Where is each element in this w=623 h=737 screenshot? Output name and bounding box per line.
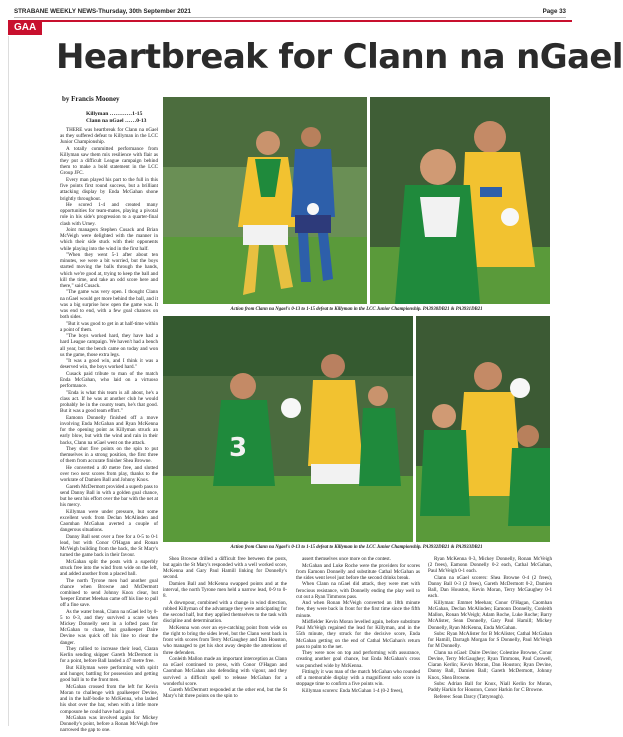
article-paragraph: Danny Ball sent over a free for a 0-5 to 0-1 lead, but with Conor O'Hagan and Ronan McVeigh building from the back, the St Mary's turned the game back in their favour. [60, 533, 158, 559]
article-paragraph: Cusack paid tribute to man of the match Enda McGahan, who laid on a virtuoso performance. [60, 371, 158, 390]
article-column-3 [296, 556, 420, 724]
article-paragraph: Midfielder Kevin Moran levelled again, before substitute Paul McVeigh regained the lead for Killyman, and in the 55th minute, they struck for the decisive score, Enda McGahan getting on the end of Cathal McGahan's return pass to palm to the net. [296, 619, 420, 650]
byline: by Francis Mooney [62, 95, 120, 103]
article-paragraph: Every man played his part to the full in this five points first round success, but a brilliant attacking display by Enda McGahan shone brightly throughout. [60, 177, 158, 202]
article-paragraph: As the water break, Clann na nGael led by 0-5 to 0-3, and they survived a scare when Mickey Donnelly sent in a lofted pass for McGahan to chase, but goalkeeper Daire Devine was quick off his line to clear the danger. [60, 608, 158, 646]
article-paragraph: The north Tyrone men had another goal chance when Browne and McDermott combined to send Johnny Knox clear, but 'keeper Emmet Meehan came off his line to pull off a fine save. [60, 577, 158, 609]
article-paragraph: And when Ronan McVeigh converted an 18th minute free, they were back in front for the first time since the fifth minute. [296, 600, 420, 619]
match-photo-3 [163, 316, 413, 542]
page-number: Page 33 [542, 8, 566, 15]
article-paragraph: They were now on top and performing with assurance, creating another goal chance, but Enda McGahan's cross was punched wide by McKenna. [296, 650, 420, 669]
article-paragraph: Fittingly it was man of the match McGahan who rounded off a memorable display with a magnificent solo score in stoppage time to confirm a five points win. [296, 669, 420, 688]
article-paragraph: He scored 1-4 and created many opportunities for team-mates, playing a pivotal role in his side's progression to a quarter-final clash with Urney. [60, 202, 158, 227]
masthead-date: STRABANE WEEKLY NEWS-Thursday, 30th September 2021 [14, 8, 191, 15]
article-paragraph: Eamonn Donnelly finished off a move involving Enda McGahan and Ryan McKenna for the opening point as Killyman struck an early blow, but with the wind and rain in their backs, Clann na nGael went on the attack. [60, 414, 158, 446]
section-tab [8, 20, 572, 33]
article-paragraph: He converted a 40 metre free, and slotted over two next scores from play, thanks to the workrate of Damien Ball and Johnny Knox. [60, 464, 158, 484]
article-paragraph: Clann na nGael scorers: Shea Browne 0-4 (2 frees), Danny Ball 0-3 (2 frees), Gareth McDermott 0-2, Damien Ball, Dan Houston, Kevin Moran, Terry McGaughey 0-1 each. [428, 574, 552, 600]
article-column-4 [428, 556, 552, 724]
article-paragraph: Damien Ball and McKenna swapped points and at the interval, the north Tyrone men held a narrow lead, 0-9 to 0-8. [163, 581, 287, 600]
article-paragraph: Ryan McKenna 0-3, Mickey Donnelly, Ronan McVeigh (2 frees), Eamonn Donnelly 0-2 each, Cathal McGahan, Paul McVeigh 0-1 each. [428, 556, 552, 575]
article-column-2 [163, 556, 287, 724]
article-paragraph: McGahan was involved again for Mickey Donnelly's point, before a Ronan McVeigh free narrowed the gap to one. [60, 715, 158, 734]
article-paragraph: "When they went 5-1 after about ten minutes, we were a bit worried, but the boys started moving the balls through the hands, which we're good at, trying to keep the ball and kill the time, and take an odd score here and there," said Cusack. [60, 252, 158, 289]
article-paragraph: Clann na nGael: Daire Devine; Colestine Browne, Conor Devine, Terry McGaughey; Ryan Timmons, Paul Conwell, Ciaran Kerlin; Kevin Moran, Dan Houston; Ryan Devine, Danny Ball, Damien Ball; Gareth McDermott, Johnny Knox, Shea Browne. [428, 649, 552, 681]
article-paragraph: Gareth McDermott responded at the other end, but the St Mary's hit three points on the spin to [163, 687, 287, 700]
article-paragraph: They rallied to increase their lead, Ciaran Kerlin sending skipper Gareth McDermott in for a point, before Ball landed a 47 metre free. [60, 646, 158, 665]
article-paragraph: "It was a good win, and I think it was a deserved win, the boys worked hard." [60, 358, 158, 371]
article-column-1 [60, 127, 158, 734]
article-paragraph: Subs: Ryan McAlister for B McAlister, Cathal McGahan for Hamill, Darragh Morgan for S Donnelly, Paul McVeigh for M Donnelly. [428, 631, 552, 650]
photo-top-right [370, 97, 550, 304]
article-paragraph: A totally committed performance from Killyman saw them mix resilience with flair as they put a difficult League campaign behind them to make a bold statement in the LCC Group JFC. [60, 145, 158, 177]
article-paragraph: Shea Browne drilled a difficult free between the posts, but again the St Mary's responded with a well worked score, McKenna and Gary Paul Hamill linking for Donnelly's second. [163, 556, 287, 581]
article-paragraph: Killyman: Emmet Meehan; Conor O'Hagan, Caomhan McGahan, Declan McAlinden; Eamonn Donnelly, Conleith Mallon, Ronan McVeigh; Adam Roche, Luke Roche; Barry McAlister, Sean Donnelly, Gary Paul Hamill; Mickey Donnelly, Ryan McKenna, Enda McGahan. [428, 599, 552, 631]
photo-top-left [163, 97, 367, 304]
article-paragraph: They shot five points on the spin to put themselves in a strong position, the first three of them from accurate finisher Shea Browne. [60, 446, 158, 465]
match-photo-4 [416, 316, 550, 542]
photo-bottom-left [163, 316, 413, 542]
match-photo-1 [163, 97, 367, 304]
article-paragraph: Subs: Adrian Ball for Knox, Niall Kerlin for Moran, Paddy Harkin for Houston, Conor Harkin for C Browne. [428, 681, 552, 694]
article-paragraph: But Killyman were performing with spirit and hunger, battling for possession and getting good ball in to the front men. [60, 665, 158, 684]
article-paragraph: When Clann na nGael did attack, they were met with ferocious resistance, with Donnelly ending the play well to cut out a Ryan Timmons pass. [296, 581, 420, 600]
article-paragraph: A downpour, combined with a change in wind direction, robbed Killyman of the advantage they were anticipating for the second half, but they applied themselves to the task with discipline and determination. [163, 599, 287, 625]
article-paragraph: Killyman scorers: Enda McGahan 1-4 (0-2 frees), [302, 688, 404, 695]
article-paragraph: Joint managers Stephen Cusack and Brian McVeigh were delighted with the manner in which their side stuck with their opponents while playing into the wind in the first half. [60, 227, 158, 252]
caption-top: Action from Clann na Ngael's 0-13 to 1-15 defeat to Killyman in the LCC Junior Championship. PA3930DB21 & PA3931DB21 [230, 307, 483, 312]
article-paragraph: McGahan and Luke Roche were the providers for scores from Eamonn Donnelly and substitute Cathal McGahan as the sides went level just before the second drinks break. [296, 562, 420, 581]
score-clann: Clann na nGael ……0-13 [86, 118, 147, 124]
article-paragraph: McGahan split the posts with a superbly struck free into the wind from wide on the left, and added another from a placed ball. [60, 558, 158, 578]
match-photo-2 [370, 97, 550, 304]
section-label: GAA [8, 21, 42, 35]
article-paragraph: "The boys worked hard, they have had a hard League campaign. We haven't had a bench all year, but the bench came on today and won us the game, those extra legs. [60, 333, 158, 358]
photo-bottom-right [416, 316, 550, 542]
article-paragraph: McKenna won over an eye-catching point from wide on the right to bring the sides level, but the Clann went back in front with scores from Terry McGaughey and Dan Houston, who managed to get his shot away despite the attentions of three defenders. [163, 624, 287, 656]
article-paragraph: "But it was good to get in at half-time within a point of them. [60, 320, 158, 333]
article-paragraph: "Enda is what this team is all about, he's a class act. If he was at another club he would probably be in the county team, he's that good. But it was a good team effort." [60, 389, 158, 415]
headline: Heartbreak for Clann na nGael [56, 37, 623, 77]
article-paragraph: THERE was heartbreak for Clann na nGael as they suffered defeat to Killyman in the LCC Junior Championship. [60, 127, 158, 146]
article-paragraph: McGahan crossed from the left for Kevin Moran to challenge with goalkeeper Devine, and in the half-bodie to McKenna, who lashed his shot over the bar, when with a little more composure he could have had a goal. [60, 683, 158, 715]
score-killyman: Killyman …………1-15 [86, 111, 143, 117]
article-paragraph: Gareth McDermott provided a superb pass to send Danny Ball in with a golden goal chance, but he sent his effort over the bar with the net at his mercy. [60, 483, 158, 509]
article-paragraph: Conleith Mallon made an important interception as Clann na nGael continued to press, with Conor O'Hagan and Caomhan McGahan also defending with vigour, and they survived a difficult spell to release McGahan for a wonderful score. [163, 656, 287, 687]
masthead [14, 6, 566, 18]
svg-text:3: 3 [229, 433, 248, 463]
article-paragraph: Killyman were under pressure, but some excellent work from Declan McAlinden and Caomhan McGahan averted a couple of dangerous situations. [60, 508, 158, 534]
page-frame [8, 36, 9, 726]
article-paragraph: "The game was very open. I thought Clann na nGael would get more behind the ball, and it was a big surprise how open the game was. It was end to end, with a few goal chances on both sides. [60, 289, 158, 321]
caption-bottom: Action from Clann na Ngael's 0-13 to 1-15 defeat to Killyman in the LCC Junior Championship. PA3932DB21 & PA3933DB21 [230, 545, 483, 550]
article-paragraph: Referee: Sean Darcy (Tattyreagh). [434, 693, 504, 700]
article-paragraph: assert themselves once more on the contest. [302, 556, 391, 562]
